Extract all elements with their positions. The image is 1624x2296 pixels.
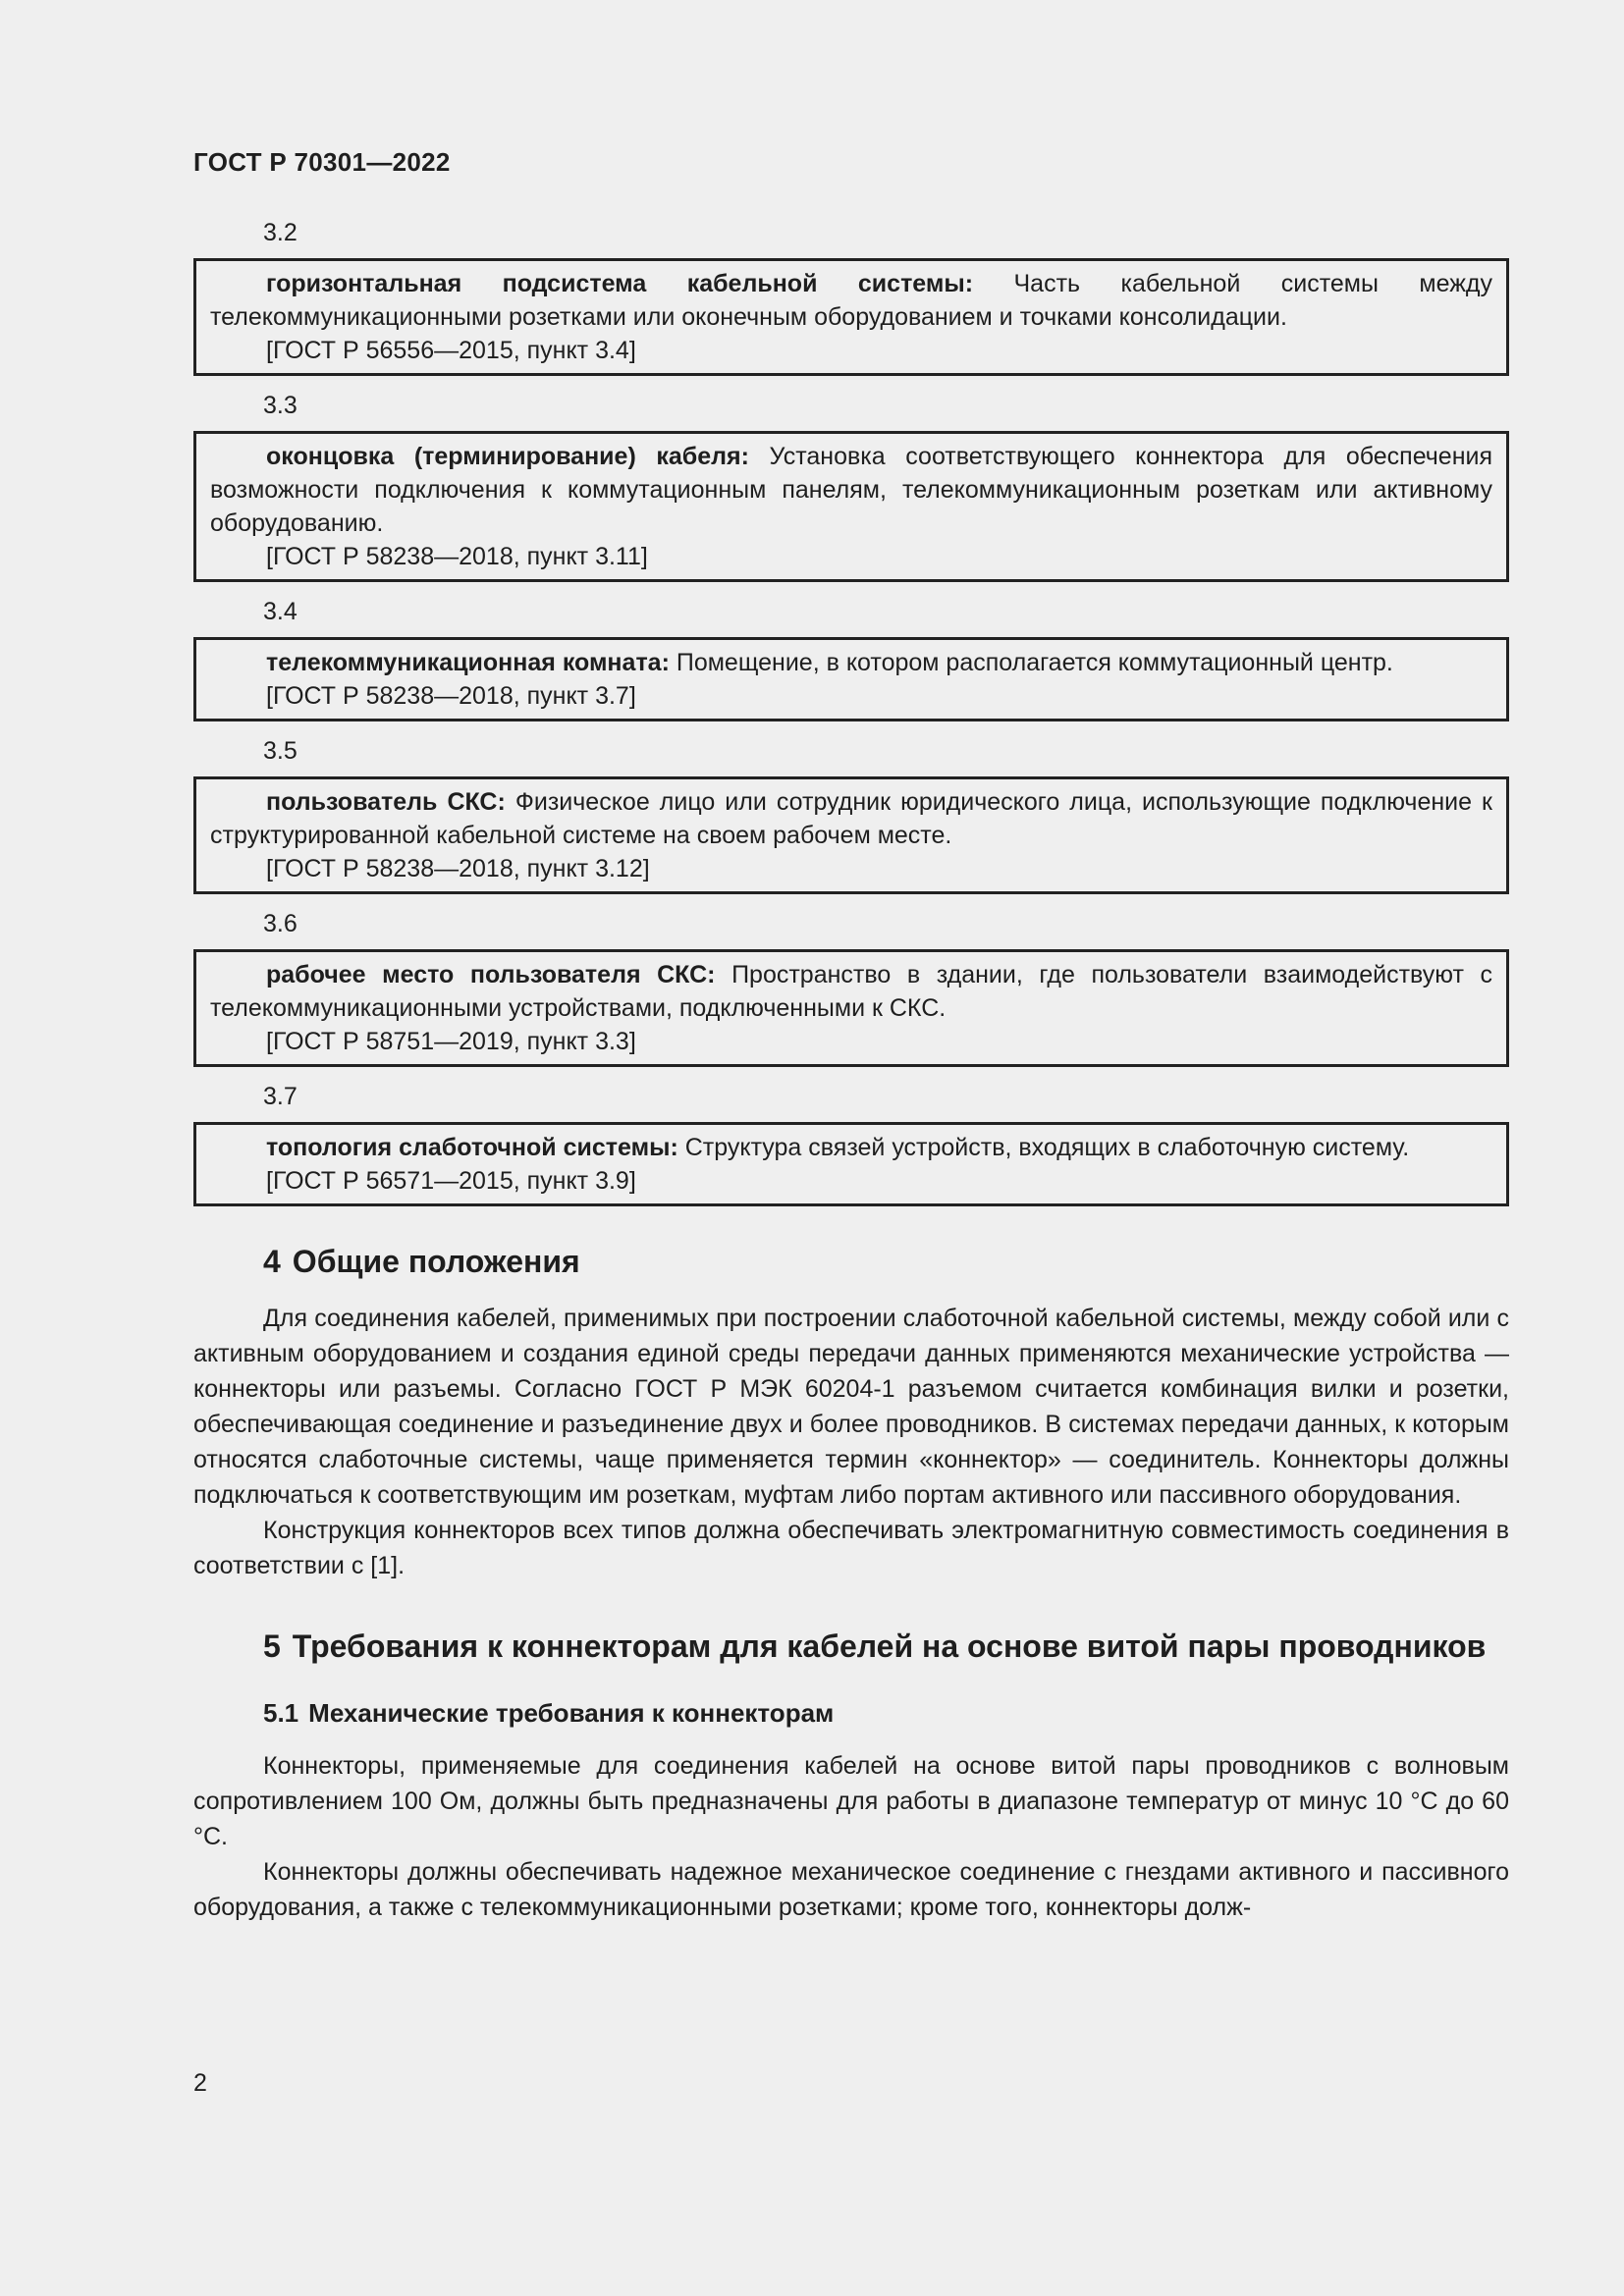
term-reference: [ГОСТ Р 56556—2015, пункт 3.4] bbox=[266, 337, 636, 364]
subsection-number: 5.1 bbox=[263, 1698, 299, 1728]
term-name: оконцовка (терминирование) кабеля: bbox=[266, 443, 749, 470]
document-page bbox=[193, 147, 1509, 1925]
term-name: телекоммуникационная комната: bbox=[266, 649, 670, 676]
definition-text: Помещение, в котором располагается коммутационный центр. bbox=[676, 649, 1393, 676]
term-definition bbox=[210, 440, 1492, 540]
term-definition-box bbox=[193, 1122, 1509, 1206]
term-number: 3.3 bbox=[263, 392, 298, 419]
term-name: топология слаботочной системы: bbox=[266, 1134, 678, 1161]
section-number: 4 bbox=[263, 1244, 281, 1279]
term-definition-box bbox=[193, 637, 1509, 721]
body-paragraph: Коннекторы, применяемые для соединения кабелей на основе витой пары проводников с волновым сопротивлением 100 Ом, должны быть предназначены для работы в диапазоне температур от минус 10 °С до 60 °С. bbox=[193, 1752, 1509, 1850]
section-title: Общие положения bbox=[292, 1244, 580, 1279]
definition-text: Физическое лицо или сотрудник юридического лица, использующие подключение к структурированной кабельной системе на своем рабочем месте. bbox=[210, 788, 1492, 849]
term-definition bbox=[210, 267, 1492, 334]
term-definition-box bbox=[193, 258, 1509, 376]
term-definition bbox=[210, 958, 1492, 1025]
term-number: 3.2 bbox=[263, 219, 298, 246]
body-paragraph: Коннекторы должны обеспечивать надежное механическое соединение с гнездами активного и пассивного оборудования, а также с телекоммуникационными розетками; кроме того, коннекторы долж- bbox=[193, 1858, 1509, 1921]
term-definition bbox=[210, 646, 1492, 679]
document-header: ГОСТ Р 70301—2022 bbox=[193, 147, 451, 177]
term-number: 3.7 bbox=[263, 1083, 298, 1110]
definition-text: Пространство в здании, где пользователи взаимодействуют с телекоммуникационными устройствами, подключенными к СКС. bbox=[210, 961, 1493, 1022]
definition-text: Часть кабельной системы между телекоммуникационными розетками или оконечным оборудованием и точками консолидации. bbox=[210, 270, 1492, 331]
term-reference: [ГОСТ Р 56571—2015, пункт 3.9] bbox=[266, 1167, 636, 1195]
term-reference: [ГОСТ Р 58751—2019, пункт 3.3] bbox=[266, 1028, 636, 1055]
term-name: пользователь СКС: bbox=[266, 788, 506, 816]
term-number: 3.4 bbox=[263, 598, 298, 625]
term-number: 3.6 bbox=[263, 910, 298, 937]
term-definition-box bbox=[193, 431, 1509, 582]
subsection-heading bbox=[193, 1695, 1509, 1731]
definition-text: Структура связей устройств, входящих в слаботочную систему. bbox=[684, 1134, 1410, 1161]
subsection-title: Механические требования к коннекторам bbox=[308, 1698, 835, 1728]
term-definition bbox=[210, 1131, 1492, 1164]
term-name: горизонтальная подсистема кабельной системы: bbox=[266, 270, 974, 297]
section-title: Требования к коннекторам для кабелей на основе витой пары проводников bbox=[292, 1629, 1487, 1664]
term-definition-box bbox=[193, 949, 1509, 1067]
body-paragraph: Конструкция коннекторов всех типов должна обеспечивать электромагнитную совместимость соединения в соответствии с [1]. bbox=[193, 1517, 1509, 1579]
term-definition bbox=[210, 785, 1492, 852]
term-reference: [ГОСТ Р 58238—2018, пункт 3.12] bbox=[266, 855, 650, 882]
term-name: рабочее место пользователя СКС: bbox=[266, 961, 716, 988]
term-definition-box bbox=[193, 776, 1509, 894]
page-number: 2 bbox=[193, 2069, 207, 2097]
body-paragraph: Для соединения кабелей, применимых при построении слаботочной кабельной системы, между собой или с активным оборудованием и создания единой среды передачи данных применяются механические устройства — коннекторы или разъемы. Согласно ГОСТ Р МЭК 60204-1 разъемом считается комбинация вилки и розетки, обеспечивающая соединение и разъединение двух и более проводников. В системах передачи данных, к которым относятся слаботочные системы, чаще применяется термин «коннектор» — соединитель. Коннекторы должны подключаться к соответствующим им розеткам, муфтам либо портам активного или пассивного оборудования. bbox=[193, 1305, 1509, 1509]
term-number: 3.5 bbox=[263, 737, 298, 765]
term-reference: [ГОСТ Р 58238—2018, пункт 3.7] bbox=[266, 682, 636, 710]
term-reference: [ГОСТ Р 58238—2018, пункт 3.11] bbox=[266, 543, 648, 570]
section-number: 5 bbox=[263, 1629, 281, 1664]
section-heading bbox=[193, 1627, 1509, 1666]
section-heading bbox=[193, 1242, 1509, 1281]
definition-text: Установка соответствующего коннектора для обеспечения возможности подключения к коммутационным панелям, телекоммуникационным розеткам или активному оборудованию. bbox=[210, 443, 1493, 537]
